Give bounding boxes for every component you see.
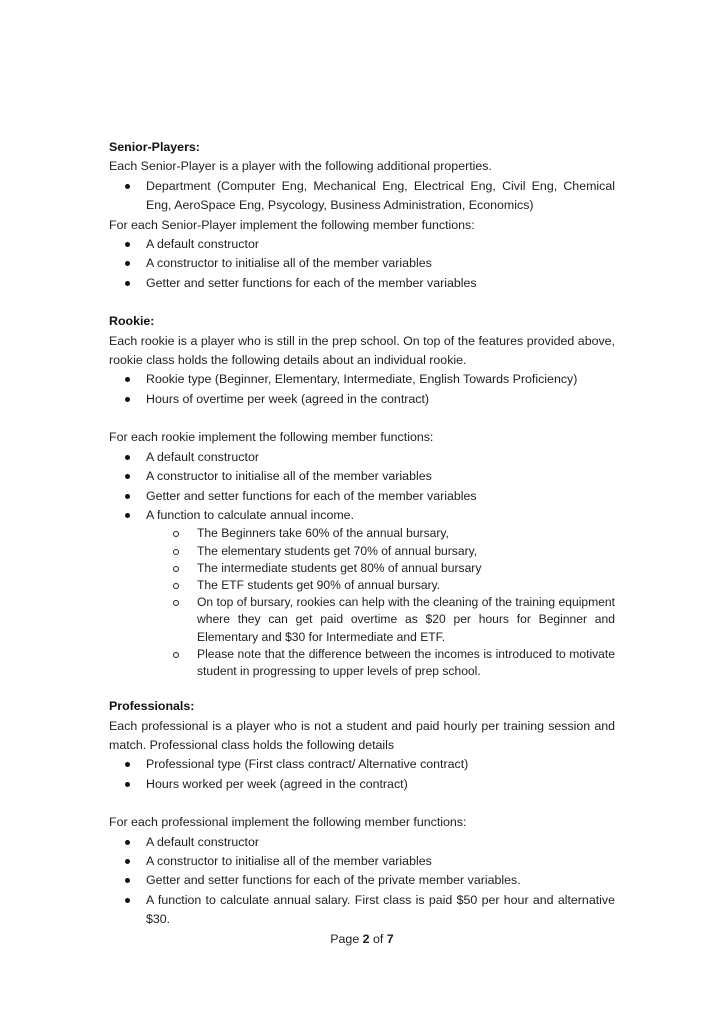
bullet-icon bbox=[125, 184, 130, 189]
list-item: A constructor to initialise all of the member variables bbox=[109, 852, 615, 871]
list-item: Department (Computer Eng, Mechanical Eng, Electrical Eng, Civil Eng, Chemical Eng, AeroSpace Eng, Psycology, Business Administration, Economics) bbox=[109, 177, 615, 216]
list-item: Rookie type (Beginner, Elementary, Intermediate, English Towards Proficiency) bbox=[109, 370, 615, 389]
spacer bbox=[109, 293, 615, 312]
circle-bullet-icon bbox=[173, 652, 179, 658]
circle-bullet-icon bbox=[173, 600, 179, 606]
sub-list-item: On top of bursary, rookies can help with the cleaning of the training equipment where they can get paid overtime as $20 per hours for Beginner and Elementary and $30 for Intermediate and ETF. bbox=[109, 594, 615, 646]
property-list bbox=[109, 370, 615, 409]
page-number-footer bbox=[0, 932, 724, 946]
function-list bbox=[109, 235, 615, 293]
rookie-section bbox=[109, 312, 615, 680]
sub-list-item: The intermediate students get 80% of annual bursary bbox=[109, 560, 615, 577]
functions-intro: For each rookie implement the following member functions: bbox=[109, 430, 434, 445]
section-heading: Senior-Players: bbox=[109, 140, 200, 154]
page-of-label: of bbox=[369, 932, 387, 946]
circle-bullet-icon bbox=[173, 531, 179, 537]
document-body bbox=[109, 138, 615, 930]
professionals-section bbox=[109, 697, 615, 929]
bullet-icon bbox=[125, 474, 130, 479]
section-heading: Professionals: bbox=[109, 699, 195, 714]
list-item: A function to calculate annual salary. First class is paid $50 per hour and alternative $30. bbox=[109, 891, 615, 930]
circle-bullet-icon bbox=[173, 566, 179, 572]
senior-players-section bbox=[109, 138, 615, 293]
list-item: A default constructor bbox=[109, 833, 615, 852]
property-list bbox=[109, 177, 615, 216]
bullet-icon bbox=[125, 878, 130, 883]
functions-intro: For each Senior-Player implement the following member functions: bbox=[109, 217, 475, 232]
list-item: A default constructor bbox=[109, 448, 615, 467]
income-rules-list bbox=[109, 525, 615, 680]
circle-bullet-icon bbox=[173, 549, 179, 555]
sub-list-item: The Beginners take 60% of the annual bursary, bbox=[109, 525, 615, 542]
property-list bbox=[109, 755, 615, 794]
list-item: A constructor to initialise all of the member variables bbox=[109, 467, 615, 486]
list-item: Getter and setter functions for each of the member variables bbox=[109, 274, 615, 293]
sub-list-item: Please note that the difference between the incomes is introduced to motivate student in progressing to upper levels of prep school. bbox=[109, 646, 615, 680]
list-item: Getter and setter functions for each of the private member variables. bbox=[109, 871, 615, 890]
bullet-icon bbox=[125, 898, 130, 903]
sub-list-item: The elementary students get 70% of annual bursary, bbox=[109, 543, 615, 560]
list-item: A function to calculate annual income. bbox=[109, 506, 615, 525]
bullet-icon bbox=[125, 840, 130, 845]
bullet-icon bbox=[125, 494, 130, 499]
list-item: Professional type (First class contract/ Alternative contract) bbox=[109, 755, 615, 774]
page-label: Page bbox=[330, 932, 363, 946]
section-heading: Rookie: bbox=[109, 314, 155, 329]
functions-intro: For each professional implement the following member functions: bbox=[109, 815, 467, 830]
current-page-number: 2 bbox=[362, 932, 370, 946]
bullet-icon bbox=[125, 782, 130, 787]
list-item: Getter and setter functions for each of the member variables bbox=[109, 487, 615, 506]
section-intro: Each rookie is a player who is still in the prep school. On top of the features provided above, rookie class holds the following details about an individual rookie. bbox=[109, 333, 615, 368]
bullet-icon bbox=[125, 513, 130, 518]
bullet-icon bbox=[125, 455, 130, 460]
list-item: A constructor to initialise all of the member variables bbox=[109, 254, 615, 273]
sub-list-item: The ETF students get 90% of annual bursary. bbox=[109, 577, 615, 594]
bullet-icon bbox=[125, 859, 130, 864]
spacer bbox=[109, 680, 615, 697]
list-item: A default constructor bbox=[109, 235, 615, 254]
bullet-icon bbox=[125, 762, 130, 767]
bullet-icon bbox=[125, 261, 130, 266]
circle-bullet-icon bbox=[173, 583, 179, 589]
bullet-icon bbox=[125, 242, 130, 247]
function-list bbox=[109, 833, 615, 930]
list-item: Hours of overtime per week (agreed in the contract) bbox=[109, 390, 615, 409]
list-item: Hours worked per week (agreed in the contract) bbox=[109, 775, 615, 794]
bullet-icon bbox=[125, 377, 130, 382]
bullet-icon bbox=[125, 397, 130, 402]
function-list bbox=[109, 448, 615, 526]
spacer bbox=[109, 409, 615, 428]
total-pages-number: 7 bbox=[386, 932, 394, 946]
section-intro: Each Senior-Player is a player with the following additional properties. bbox=[109, 159, 492, 174]
spacer bbox=[109, 794, 615, 813]
section-intro: Each professional is a player who is not a student and paid hourly per training session and match. Professional class holds the following details bbox=[109, 718, 615, 752]
bullet-icon bbox=[125, 281, 130, 286]
